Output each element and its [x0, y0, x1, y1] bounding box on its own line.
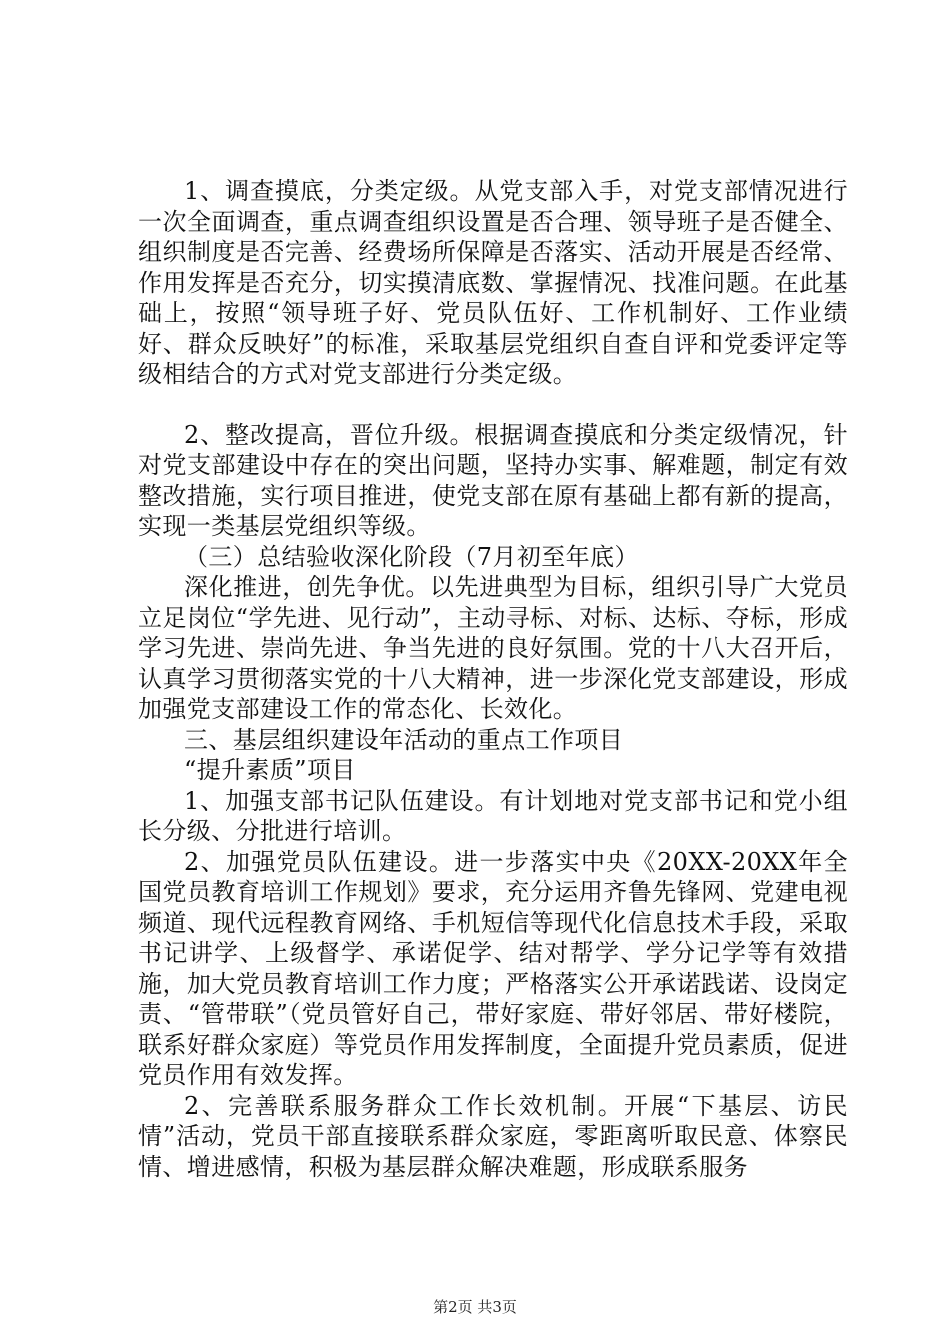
document-body [138, 176, 848, 1182]
paragraph-member-team: 2、加强党员队伍建设。进一步落实中央《20XX-20XX年全国党员教育培训工作规划》要求，充分运用齐鲁先锋网、党建电视频道、现代远程教育网络、手机短信等现代化信息技术手段，采取书记讲学、上级督学、承诺促学、结对帮学、学分记学等有效措施，加大党员教育培训工作力度；严格落实公开承诺践诺、设岗定责、“管带联”（党员管好自己，带好家庭、带好邻居、带好楼院，联系好群众家庭）等党员作用发挥制度，全面提升党员素质，促进党员作用有效发挥。 [138, 847, 848, 1089]
paragraph-deepen-promote: 深化推进，创先争优。以先进典型为目标，组织引导广大党员立足岗位“学先进、见行动”，主动寻标、对标、达标、夺标，形成学习先进、崇尚先进、争当先进的良好氛围。党的十八大召开后，认真学习贯彻落实党的十八大精神，进一步深化党支部建设，形成加强党支部建设工作的常态化、长效化。 [138, 573, 848, 723]
heading-improve-quality: “提升素质”项目 [184, 756, 356, 784]
paragraph-gap [138, 390, 848, 420]
page-footer: 第2页 共3页 [433, 1298, 517, 1316]
paragraph-rectify-upgrade: 2、整改提高，晋位升级。根据调查摸底和分类定级情况，针对党支部建设中存在的突出问题，坚持办实事、解难题，制定有效整改措施，实行项目推进，使党支部在原有基础上都有新的提高，实现一类基层党组织等级。 [138, 420, 848, 540]
heading-key-projects: 三、基层组织建设年活动的重点工作项目 [184, 725, 624, 754]
paragraph-contact-service: 2、完善联系服务群众工作长效机制。开展“下基层、访民情”活动，党员干部直接联系群众家庭，零距离听取民意、体察民情、增进感情，积极为基层群众解决难题，形成联系服务 [138, 1091, 848, 1181]
heading-stage-three: （三）总结验收深化阶段（7月初至年底） [184, 542, 639, 571]
paragraph-secretary-team: 1、加强支部书记队伍建设。有计划地对党支部书记和党小组长分级、分批进行培训。 [138, 786, 848, 845]
paragraph-survey-grading: 1、调查摸底，分类定级。从党支部入手，对党支部情况进行一次全面调查，重点调查组织设置是否合理、领导班子是否健全、组织制度是否完善、经费场所保障是否落实、活动开展是否经常、作用发挥是否充分，切实摸清底数、掌握情况、找准问题。在此基础上，按照“领导班子好、党员队伍好、工作机制好、工作业绩好、群众反映好”的标准，采取基层党组织自查自评和党委评定等级相结合的方式对党支部进行分类定级。 [138, 177, 848, 388]
